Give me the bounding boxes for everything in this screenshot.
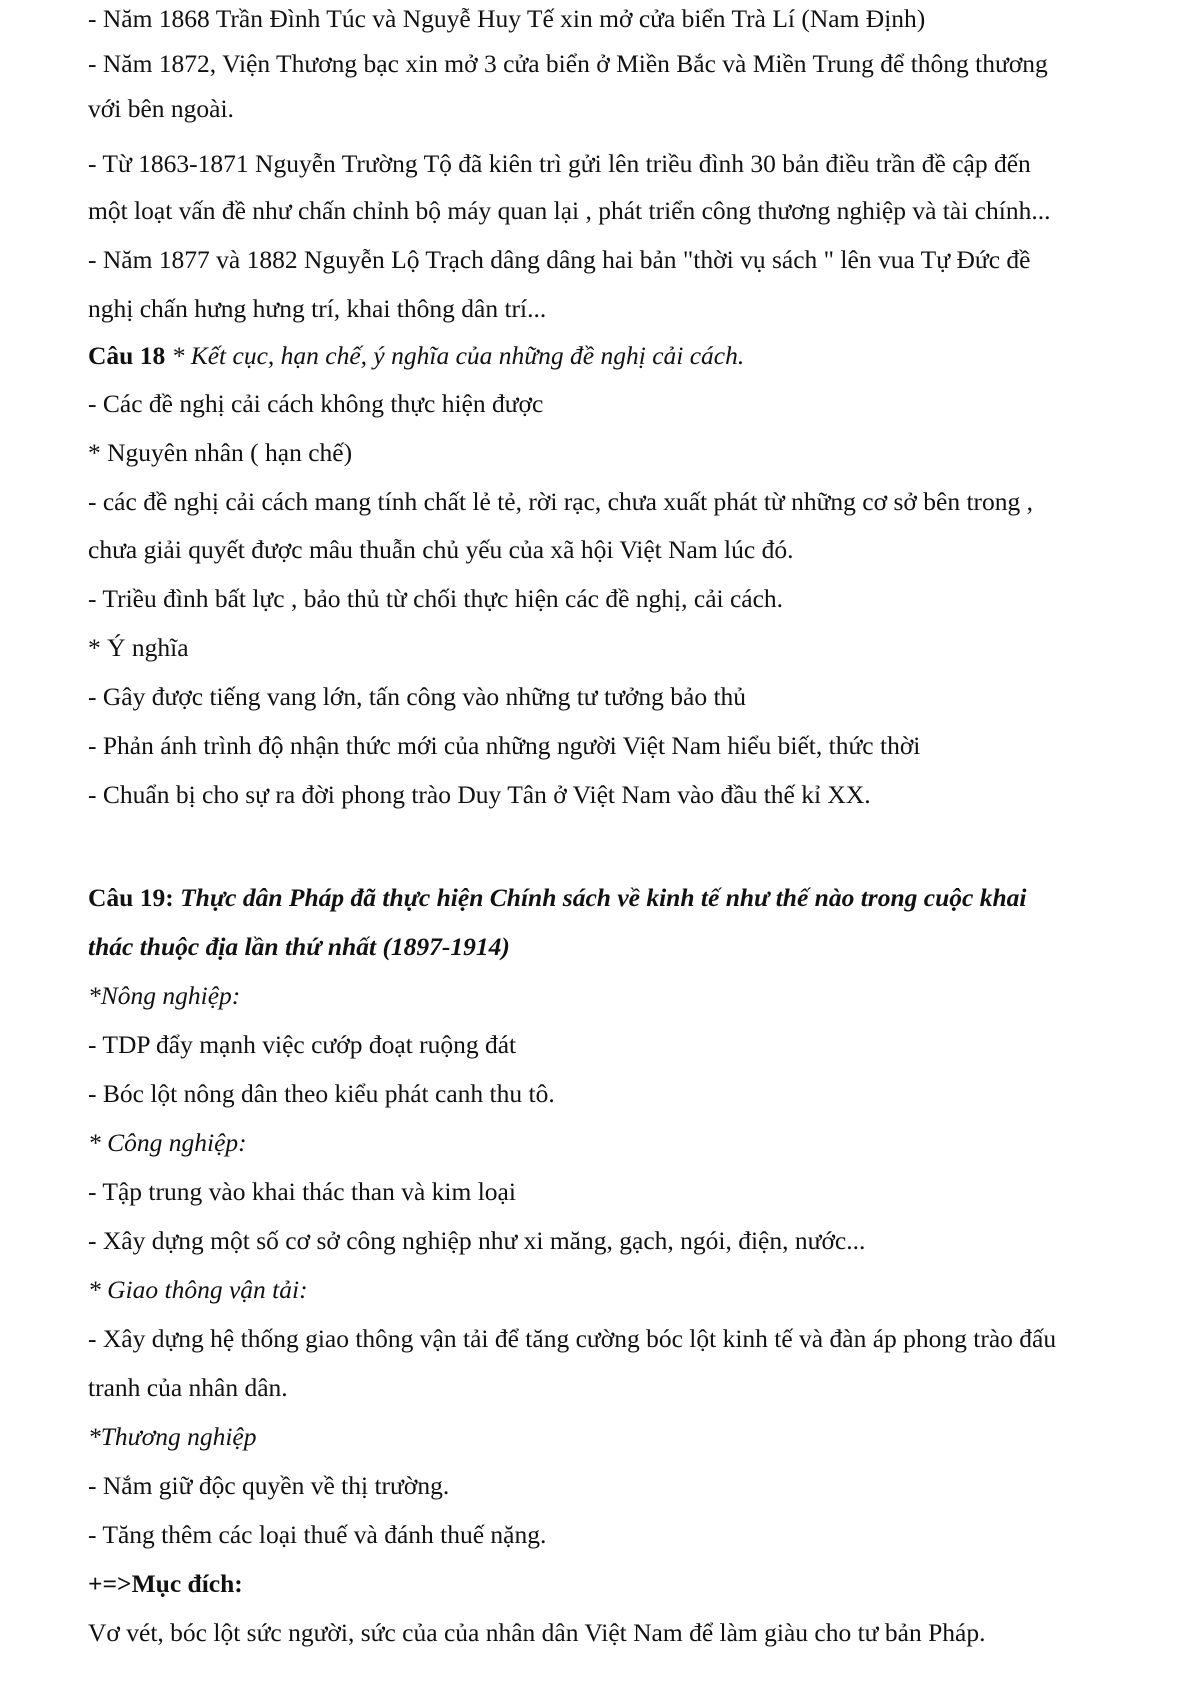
paragraph-line: * Ý nghĩa	[88, 633, 189, 662]
paragraph-line: - Gây được tiếng vang lớn, tấn công vào những tư tưởng bảo thủ	[88, 682, 747, 711]
question-18-title: * Kết cục, hạn chế, ý nghĩa của những đề nghị cải cách.	[165, 341, 745, 370]
paragraph-line: - Triều đình bất lực , bảo thủ từ chối thực hiện các đề nghị, cải cách.	[88, 584, 784, 613]
paragraph-line: - Chuẩn bị cho sự ra đời phong trào Duy Tân ở Việt Nam vào đầu thế kỉ XX.	[88, 780, 871, 809]
paragraph-line: - Phản ánh trình độ nhận thức mới của những người Việt Nam hiểu biết, thức thời	[88, 731, 921, 760]
paragraph-line: - Tăng thêm các loại thuế và đánh thuế nặng.	[88, 1520, 547, 1549]
paragraph-line: - Bóc lột nông dân theo kiểu phát canh thu tô.	[88, 1079, 555, 1108]
paragraph-line: - Xây dựng một số cơ sở công nghiệp như xi măng, gạch, ngói, điện, nước...	[88, 1226, 866, 1255]
transport-heading: * Giao thông vận tải:	[88, 1275, 308, 1304]
paragraph-line: - Các đề nghị cải cách không thực hiện được	[88, 389, 544, 418]
question-19-title-cont: thác thuộc địa lần thứ nhất (1897-1914)	[88, 932, 510, 961]
question-19-title: Thực dân Pháp đã thực hiện Chính sách về kinh tế như thế nào trong cuộc khai	[173, 883, 1027, 912]
paragraph-line: nghị chấn hưng hưng trí, khai thông dân trí...	[88, 294, 547, 323]
paragraph-line: - Năm 1877 và 1882 Nguyễn Lộ Trạch dâng dâng hai bản "thời vụ sách " lên vua Tự Đức đề	[88, 245, 1031, 274]
paragraph-line: - Từ 1863-1871 Nguyễn Trường Tộ đã kiên trì gửi lên triều đình 30 bản điều trần đề cập đến	[88, 149, 1031, 178]
paragraph-line: - các đề nghị cải cách mang tính chất lẻ tẻ, rời rạc, chưa xuất phát từ những cơ sở bên trong ,	[88, 487, 1034, 516]
paragraph-line: với bên ngoài.	[88, 94, 234, 123]
paragraph-line: - Năm 1868 Trần Đình Túc và Nguyễ Huy Tế xin mở cửa biển Trà Lí (Nam Định)	[88, 4, 926, 33]
question-19-label: Câu 19:	[88, 883, 174, 912]
paragraph-line: - Tập trung vào khai thác than và kim loại	[88, 1177, 516, 1206]
purpose-text: Vơ vét, bóc lột sức người, sức của của nhân dân Việt Nam để làm giàu cho tư bản Pháp.	[88, 1618, 986, 1647]
agriculture-heading: *Nông nghiệp:	[88, 981, 241, 1010]
commerce-heading: *Thương nghiệp	[88, 1422, 257, 1451]
paragraph-line: - Nắm giữ độc quyền về thị trường.	[88, 1471, 450, 1500]
paragraph-line: tranh của nhân dân.	[88, 1373, 288, 1402]
paragraph-line: chưa giải quyết được mâu thuẫn chủ yếu của xã hội Việt Nam lúc đó.	[88, 535, 794, 564]
purpose-heading: +=>Mục đích:	[88, 1569, 243, 1598]
paragraph-line: - Xây dựng hệ thống giao thông vận tải để tăng cường bóc lột kinh tế và đàn áp phong trào đấu	[88, 1324, 1057, 1353]
question-19-heading	[88, 883, 1027, 913]
question-18-heading	[88, 341, 744, 371]
paragraph-line: * Nguyên nhân ( hạn chế)	[88, 438, 353, 467]
paragraph-line: - Năm 1872, Viện Thương bạc xin mở 3 cửa biển ở Miền Bắc và Miền Trung để thông thương	[88, 49, 1048, 78]
paragraph-line: một loạt vấn đề như chấn chỉnh bộ máy quan lại , phát triển công thương nghiệp và tài chính...	[88, 196, 1051, 225]
industry-heading: * Công nghiệp:	[88, 1128, 247, 1157]
question-18-label: Câu 18	[88, 341, 166, 370]
paragraph-line: - TDP đẩy mạnh việc cướp đoạt ruộng đát	[88, 1030, 517, 1059]
